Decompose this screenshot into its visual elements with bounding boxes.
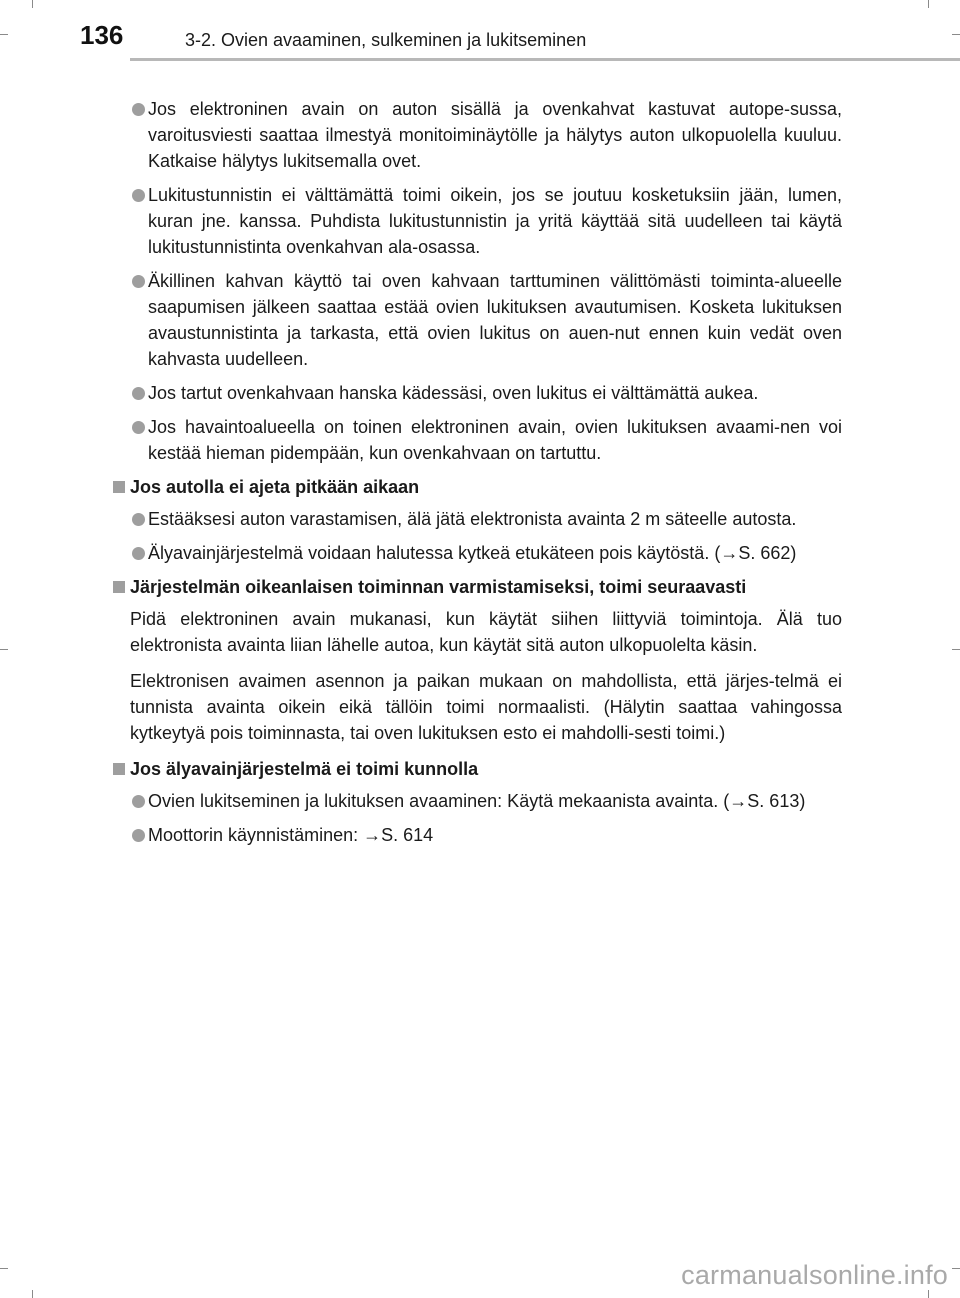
- bullet-item: [110, 96, 842, 174]
- paragraph: Pidä elektroninen avain mukanasi, kun käytät siihen liittyviä toimintoja. Älä tuo elektronista avainta liian lähelle autoa, kun käytät sitä auton ulkopuolelta käsin.: [130, 609, 842, 655]
- bullet-text: Ovien lukitseminen ja lukituksen avaaminen: Käytä mekaanista avainta. (→S. 613): [148, 791, 806, 811]
- section-heading: [110, 756, 842, 782]
- bullet-dot-icon: [132, 547, 145, 560]
- bullet-item: [110, 506, 842, 532]
- bullet-dot-icon: [132, 795, 145, 808]
- crop-mark: [928, 1290, 929, 1298]
- square-bullet-icon: [113, 481, 125, 493]
- section-heading: [110, 574, 842, 600]
- crop-mark: [0, 1268, 8, 1269]
- crop-mark: [952, 1268, 960, 1269]
- square-bullet-icon: [113, 763, 125, 775]
- bullet-item: [110, 822, 842, 848]
- bullet-text: Estääksesi auton varastamisen, älä jätä elektronista avainta 2 m säteelle autosta.: [148, 509, 797, 529]
- heading-text: Jos älyavainjärjestelmä ei toimi kunnolla: [130, 759, 479, 779]
- crop-mark: [0, 649, 8, 650]
- bullet-item: [110, 268, 842, 372]
- page-header: [0, 0, 960, 64]
- heading-text: Jos autolla ei ajeta pitkään aikaan: [130, 477, 420, 497]
- square-bullet-icon: [113, 581, 125, 593]
- page-number: 136: [80, 20, 124, 50]
- bullet-dot-icon: [132, 275, 145, 288]
- bullet-dot-icon: [132, 387, 145, 400]
- bullet-dot-icon: [132, 421, 145, 434]
- bullet-item: [110, 414, 842, 466]
- section-heading: [110, 474, 842, 500]
- crop-mark: [952, 649, 960, 650]
- heading-text: Järjestelmän oikeanlaisen toiminnan varmistamiseksi, toimi seuraavasti: [130, 577, 747, 597]
- bullet-dot-icon: [132, 513, 145, 526]
- header-rule: [130, 58, 960, 61]
- bullet-text: Lukitustunnistin ei välttämättä toimi oikein, jos se joutuu kosketuksiin jään, lumen, kuran jne. kanssa. Puhdista lukitustunnistin ja yritä käyttää sitä uudelleen tai käytä lukitustunnistinta ovenkahvan ala-osassa.: [148, 185, 842, 257]
- bullet-text: Jos elektroninen avain on auton sisällä ja ovenkahvat kastuvat autope-sussa, varoitusviesti saattaa ilmestyä monitoiminäytölle ja hälytys auton ulkopuolella kuuluu. Katkaise hälytys lukitsemalla ovet.: [148, 99, 842, 171]
- crop-mark: [32, 1290, 33, 1298]
- bullet-text: Jos havaintoalueella on toinen elektroninen avain, ovien lukituksen avaami-nen voi kestää hieman pidempään, kun ovenkahvaan on tartuttu.: [148, 417, 842, 463]
- bullet-item: [110, 380, 842, 406]
- bullet-dot-icon: [132, 829, 145, 842]
- bullet-dot-icon: [132, 103, 145, 116]
- page-content: [110, 96, 842, 856]
- bullet-text: Älyavainjärjestelmä voidaan halutessa kytkeä etukäteen pois käytöstä. (→S. 662): [148, 543, 797, 563]
- bullet-text: Moottorin käynnistäminen: →S. 614: [148, 825, 434, 845]
- bullet-text: Jos tartut ovenkahvaan hanska kädessäsi, oven lukitus ei välttämättä aukea.: [148, 383, 759, 403]
- watermark: carmanualsonline.info: [681, 1260, 948, 1290]
- bullet-item: [110, 182, 842, 260]
- bullet-dot-icon: [132, 189, 145, 202]
- bullet-item: [110, 788, 842, 814]
- bullet-text: Äkillinen kahvan käyttö tai oven kahvaan tarttuminen välittömästi toiminta-alueelle saapumisen jälkeen saattaa estää ovien lukituksen avautumisen. Kosketa lukituksen avaustunnistinta ja tarkasta, että ovien lukitus on auen-nut ennen kuin vedät oven kahvasta uudelleen.: [148, 271, 842, 369]
- section-title: 3-2. Ovien avaaminen, sulkeminen ja lukitseminen: [185, 30, 587, 50]
- paragraph: Elektronisen avaimen asennon ja paikan mukaan on mahdollista, että järjes-telmä ei tunnista avainta oikein eikä tällöin toimi normaalisti. (Hälytin saattaa vahingossa kytkeytyä pois toiminnasta, tai oven lukituksen esto ei mahdolli-sesti toimi.): [130, 671, 842, 743]
- bullet-item: [110, 540, 842, 566]
